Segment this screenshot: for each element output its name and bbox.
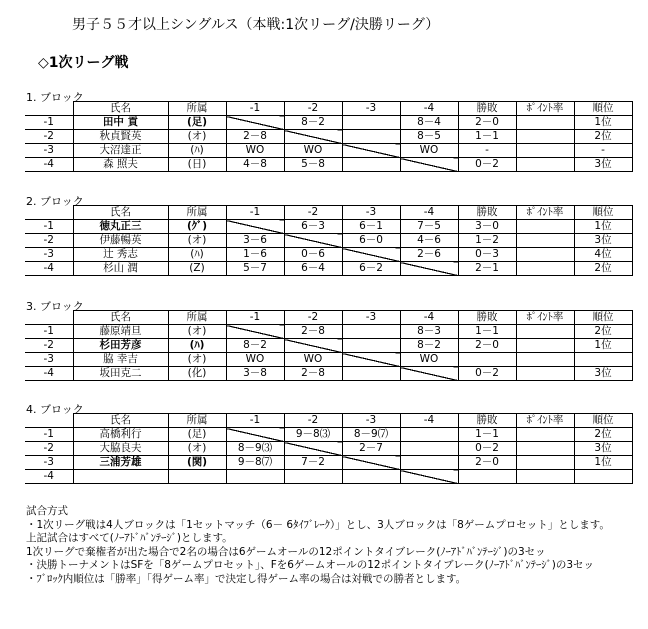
point-rate [516,456,574,470]
match-score: 8－2 [400,339,458,353]
header-vs-3: -3 [342,206,400,220]
rank: 1位 [574,339,632,353]
player-affiliation: (オ) [168,234,226,248]
table-row [25,339,632,353]
self-cell [226,428,284,442]
table-row [25,158,632,172]
player-name: 森 照夫 [73,158,168,172]
match-score: 8－9⑶ [226,442,284,456]
match-score [342,158,400,172]
player-affiliation: (足) [168,116,226,130]
match-score: 8－9⑺ [342,428,400,442]
header-point-rate: ﾎﾟｲﾝﾄ率 [516,102,574,116]
rule-line: ・ﾌﾞﾛｯｸ内順位は「勝率」「得ゲーム率」で決定し得ゲーム率の場合は対戦での勝者とします。 [26,572,467,585]
match-score [400,456,458,470]
player-affiliation: (ﾊ) [168,248,226,262]
point-rate [516,248,574,262]
match-score: 4－6 [400,234,458,248]
rank: 3位 [574,442,632,456]
match-score: 2－8 [284,325,342,339]
header-vs-1: -1 [226,102,284,116]
player-affiliation: (オ) [168,353,226,367]
match-score: 6－3 [284,220,342,234]
match-rules [26,505,610,586]
match-score: 5－8 [284,158,342,172]
win-loss: 0－2 [458,158,516,172]
player-number: -3 [25,456,73,470]
player-name: 辻 秀志 [73,248,168,262]
match-score [342,470,400,484]
rank: 2位 [574,428,632,442]
table-row [25,470,632,484]
self-cell [284,234,342,248]
player-affiliation: (ﾊ) [168,144,226,158]
win-loss: 1－1 [458,428,516,442]
player-affiliation: (日) [168,158,226,172]
block-label: 1. ブロック [26,91,84,104]
rank: 2位 [574,130,632,144]
match-score: 3－8 [226,367,284,381]
self-cell [400,262,458,276]
rank: 2位 [574,325,632,339]
header-vs-3: -3 [342,414,400,428]
player-name: 伊藤暢英 [73,234,168,248]
self-cell [284,130,342,144]
match-score: WO [284,144,342,158]
match-score: 3－6 [226,234,284,248]
header-vs-4: -4 [400,206,458,220]
match-score: 2－8 [284,367,342,381]
player-number: -4 [25,367,73,381]
header-record: 勝敗 [458,206,516,220]
table-row [25,130,632,144]
player-number: -4 [25,158,73,172]
player-name: 田中 貢 [73,116,168,130]
match-score: 6－4 [284,262,342,276]
table-row [25,248,632,262]
player-number: -3 [25,248,73,262]
match-score: 9－8⑶ [284,428,342,442]
point-rate [516,220,574,234]
header-name: 氏名 [73,102,168,116]
point-rate [516,130,574,144]
self-cell [284,442,342,456]
table-row [25,353,632,367]
match-score: 1－6 [226,248,284,262]
header-row [25,102,632,116]
player-name: 坂田克二 [73,367,168,381]
point-rate [516,353,574,367]
header-name: 氏名 [73,311,168,325]
player-number: -3 [25,353,73,367]
rule-line: ・1次リーグ戦は4人ブロックは「1セットマッチ（6－ 6ﾀｲﾌﾞﾚｰｸ）」とし、3人ブロックは「8ゲームプロセット」とします。 [26,518,610,531]
match-score: 4－8 [226,158,284,172]
match-score: 6－1 [342,220,400,234]
player-name: 大沼達正 [73,144,168,158]
match-score [342,367,400,381]
self-cell [342,456,400,470]
player-name: 三浦芳雄 [73,456,168,470]
point-rate [516,144,574,158]
header-vs-1: -1 [226,414,284,428]
point-rate [516,442,574,456]
self-cell [400,158,458,172]
player-number: -2 [25,234,73,248]
point-rate [516,470,574,484]
header-blank [25,206,73,220]
player-affiliation [168,470,226,484]
rank: 3位 [574,367,632,381]
header-vs-4: -4 [400,311,458,325]
match-score: WO [284,353,342,367]
rules-heading: 試合方式 [26,505,68,517]
self-cell [342,353,400,367]
match-score: WO [226,144,284,158]
win-loss: 2－1 [458,262,516,276]
header-point-rate: ﾎﾟｲﾝﾄ率 [516,414,574,428]
header-affiliation: 所属 [168,206,226,220]
player-affiliation: (オ) [168,130,226,144]
self-cell [226,220,284,234]
match-score: 8－2 [226,339,284,353]
header-rank: 順位 [574,414,632,428]
header-vs-4: -4 [400,414,458,428]
point-rate [516,234,574,248]
rank [574,470,632,484]
header-vs-1: -1 [226,206,284,220]
match-score: 8－2 [284,116,342,130]
win-loss: 2－0 [458,116,516,130]
table-row [25,234,632,248]
point-rate [516,339,574,353]
self-cell [342,248,400,262]
player-affiliation: (化) [168,367,226,381]
player-affiliation: (Z) [168,262,226,276]
block-label: 4. ブロック [26,403,84,416]
point-rate [516,158,574,172]
match-score [284,470,342,484]
player-number: -2 [25,130,73,144]
match-score: 8－4 [400,116,458,130]
league-table [25,205,633,276]
block-label: 2. ブロック [26,195,84,208]
match-score: WO [400,353,458,367]
match-score: 0－6 [284,248,342,262]
header-name: 氏名 [73,414,168,428]
match-score: 5－7 [226,262,284,276]
rank: 3位 [574,158,632,172]
point-rate [516,325,574,339]
player-name: 大脇良夫 [73,442,168,456]
table-row [25,442,632,456]
rank: - [574,144,632,158]
match-score: WO [226,353,284,367]
header-affiliation: 所属 [168,311,226,325]
header-affiliation: 所属 [168,414,226,428]
point-rate [516,367,574,381]
win-loss: 1－1 [458,130,516,144]
player-affiliation: (足) [168,428,226,442]
win-loss: 0－3 [458,248,516,262]
header-row [25,311,632,325]
header-vs-4: -4 [400,102,458,116]
player-name: 高橋利行 [73,428,168,442]
match-score: 9－8⑺ [226,456,284,470]
self-cell [226,116,284,130]
win-loss: 1－2 [458,234,516,248]
match-score: 6－2 [342,262,400,276]
point-rate [516,262,574,276]
win-loss: 3－0 [458,220,516,234]
table-row [25,325,632,339]
header-vs-1: -1 [226,311,284,325]
header-record: 勝敗 [458,311,516,325]
match-score [400,442,458,456]
header-blank [25,311,73,325]
match-score [342,325,400,339]
match-score [400,428,458,442]
rule-line: 上記試合はすべて(ﾉｰｱﾄﾞﾊﾞﾝﾃｰｼﾞ)とします。 [26,532,233,544]
player-name: 杉山 潤 [73,262,168,276]
player-affiliation: (ｸﾞ) [168,220,226,234]
header-vs-3: -3 [342,311,400,325]
match-score: 8－5 [400,130,458,144]
player-number: -4 [25,470,73,484]
header-point-rate: ﾎﾟｲﾝﾄ率 [516,311,574,325]
rule-line: ・決勝トーナメントはSFを「8ゲームプロセット」、Fを6ゲームオールの12ポイントタイブレーク(ﾉｰｱﾄﾞﾊﾞﾝﾃｰｼﾞ)の3セッ [26,559,595,571]
self-cell [400,367,458,381]
self-cell [400,470,458,484]
table-row [25,262,632,276]
rank: 3位 [574,234,632,248]
table-row [25,220,632,234]
header-name: 氏名 [73,206,168,220]
player-name: 杉田芳彦 [73,339,168,353]
rule-line: 1次リーグで棄権者が出た場合で2名の場合は6ゲームオールの12ポイントタイブレーク(ﾉｰｱﾄﾞﾊﾞﾝﾃｰｼﾞ)の3セッ [26,545,546,558]
match-score [342,130,400,144]
header-vs-2: -2 [284,102,342,116]
match-score: 2－8 [226,130,284,144]
match-score: 8－3 [400,325,458,339]
header-point-rate: ﾎﾟｲﾝﾄ率 [516,206,574,220]
league-table [25,310,633,381]
header-vs-2: -2 [284,206,342,220]
header-rank: 順位 [574,311,632,325]
block-label: 3. ブロック [26,300,84,313]
match-score: WO [400,144,458,158]
table-row [25,367,632,381]
player-number: -1 [25,325,73,339]
player-number: -1 [25,116,73,130]
player-name: 藤原靖旦 [73,325,168,339]
player-name: 脇 幸吉 [73,353,168,367]
match-score: 6－0 [342,234,400,248]
win-loss: 0－2 [458,442,516,456]
player-affiliation: (関) [168,456,226,470]
league-table [25,101,633,172]
player-number: -2 [25,442,73,456]
player-number: -4 [25,262,73,276]
table-row [25,428,632,442]
header-blank [25,102,73,116]
header-record: 勝敗 [458,102,516,116]
player-affiliation: (オ) [168,325,226,339]
section-heading: ◇1次リーグ戦 [38,55,129,71]
player-number: -3 [25,144,73,158]
self-cell [226,325,284,339]
point-rate [516,116,574,130]
win-loss: 2－0 [458,339,516,353]
player-affiliation: (オ) [168,442,226,456]
win-loss: 2－0 [458,456,516,470]
header-affiliation: 所属 [168,102,226,116]
header-vs-3: -3 [342,102,400,116]
header-row [25,206,632,220]
player-affiliation: (ﾊ) [168,339,226,353]
table-row [25,144,632,158]
match-score: 7－5 [400,220,458,234]
self-cell [284,339,342,353]
player-number: -1 [25,220,73,234]
match-score [342,116,400,130]
match-score: 2－6 [400,248,458,262]
win-loss: 1－1 [458,325,516,339]
header-rank: 順位 [574,102,632,116]
rank [574,353,632,367]
win-loss: - [458,144,516,158]
league-table [25,413,633,484]
page-title: 男子５５才以上シングルス（本戦:1次リーグ/決勝リーグ） [72,17,440,33]
rank: 4位 [574,248,632,262]
match-score [342,339,400,353]
player-name: 秋貞賢英 [73,130,168,144]
match-score: 7－2 [284,456,342,470]
player-number: -1 [25,428,73,442]
player-name: 徳丸正三 [73,220,168,234]
header-blank [25,414,73,428]
table-row [25,116,632,130]
match-score: 2－7 [342,442,400,456]
table-row [25,456,632,470]
win-loss [458,353,516,367]
header-row [25,414,632,428]
self-cell [342,144,400,158]
header-record: 勝敗 [458,414,516,428]
header-rank: 順位 [574,206,632,220]
rank: 1位 [574,220,632,234]
header-vs-2: -2 [284,414,342,428]
header-vs-2: -2 [284,311,342,325]
match-score [226,470,284,484]
win-loss: 0－2 [458,367,516,381]
rank: 2位 [574,262,632,276]
player-name [73,470,168,484]
point-rate [516,428,574,442]
win-loss [458,470,516,484]
rank: 1位 [574,456,632,470]
rank: 1位 [574,116,632,130]
player-number: -2 [25,339,73,353]
